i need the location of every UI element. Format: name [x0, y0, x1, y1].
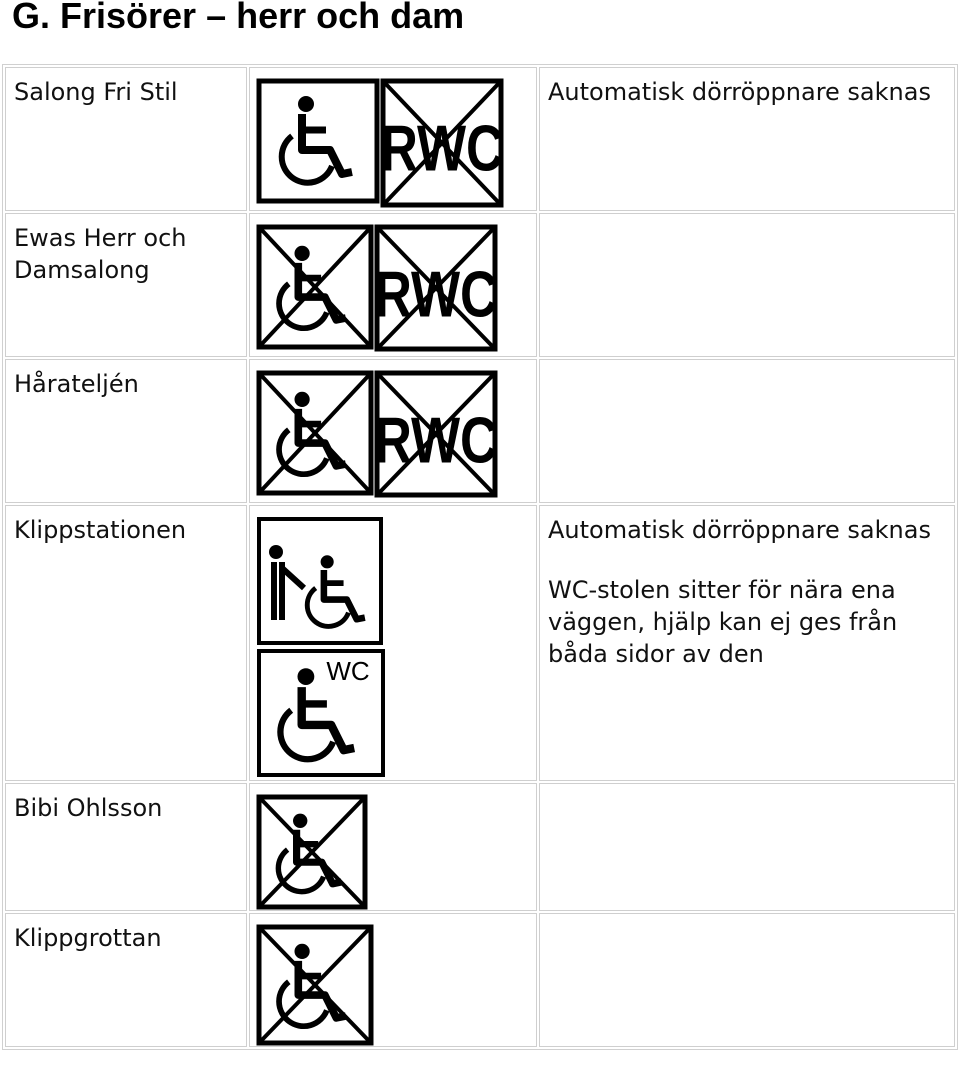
wheelchair-crossed-icon — [256, 794, 368, 910]
accessibility-icons — [249, 67, 537, 211]
note-cell — [539, 505, 955, 781]
salon-name: Klippgrottan — [5, 913, 247, 1047]
table-row — [5, 783, 955, 911]
salon-name: Klippstationen — [5, 505, 247, 781]
table-row — [5, 67, 955, 211]
salon-name: Hårateljén — [5, 359, 247, 503]
table-row — [5, 505, 955, 781]
accessibility-icons — [249, 913, 537, 1047]
table-row — [5, 213, 955, 357]
svg-text:RWC: RWC — [374, 259, 498, 331]
accessibility-icons — [249, 359, 537, 503]
wheelchair-wc-icon — [256, 648, 386, 778]
wheelchair-crossed-icon — [256, 924, 374, 1046]
salon-accessibility-table — [2, 64, 958, 1050]
assisted-wheelchair-icon — [256, 516, 384, 646]
note-text: Automatisk dörröppnare saknas — [548, 78, 931, 106]
rwc-crossed-icon — [374, 370, 498, 498]
rwc-crossed-icon — [380, 78, 504, 208]
accessibility-icons — [249, 213, 537, 357]
svg-text:WC: WC — [326, 656, 370, 686]
salon-name: Salong Fri Stil — [5, 67, 247, 211]
salon-name: Bibi Ohlsson — [5, 783, 247, 911]
accessibility-icons — [249, 783, 537, 911]
wheelchair-crossed-icon — [256, 370, 374, 496]
wheelchair-crossed-icon — [256, 224, 374, 350]
rwc-crossed-icon — [374, 224, 498, 352]
note-cell — [539, 359, 955, 503]
note-text: WC-stolen sitter för nära ena väggen, hjälp kan ej ges från båda sidor av den — [548, 576, 898, 668]
table-row — [5, 359, 955, 503]
note-cell — [539, 913, 955, 1047]
note-cell — [539, 67, 955, 211]
svg-text:RWC: RWC — [380, 113, 504, 185]
svg-text:RWC: RWC — [374, 405, 498, 477]
table-row — [5, 913, 955, 1047]
salon-name: Ewas Herr och Damsalong — [5, 213, 247, 357]
accessibility-icons — [249, 505, 537, 781]
page-title: G. Frisörer – herr och dam — [12, 0, 465, 36]
wheelchair-access-icon — [256, 78, 380, 204]
note-cell — [539, 213, 955, 357]
note-text: Automatisk dörröppnare saknas — [548, 516, 931, 544]
note-cell — [539, 783, 955, 911]
